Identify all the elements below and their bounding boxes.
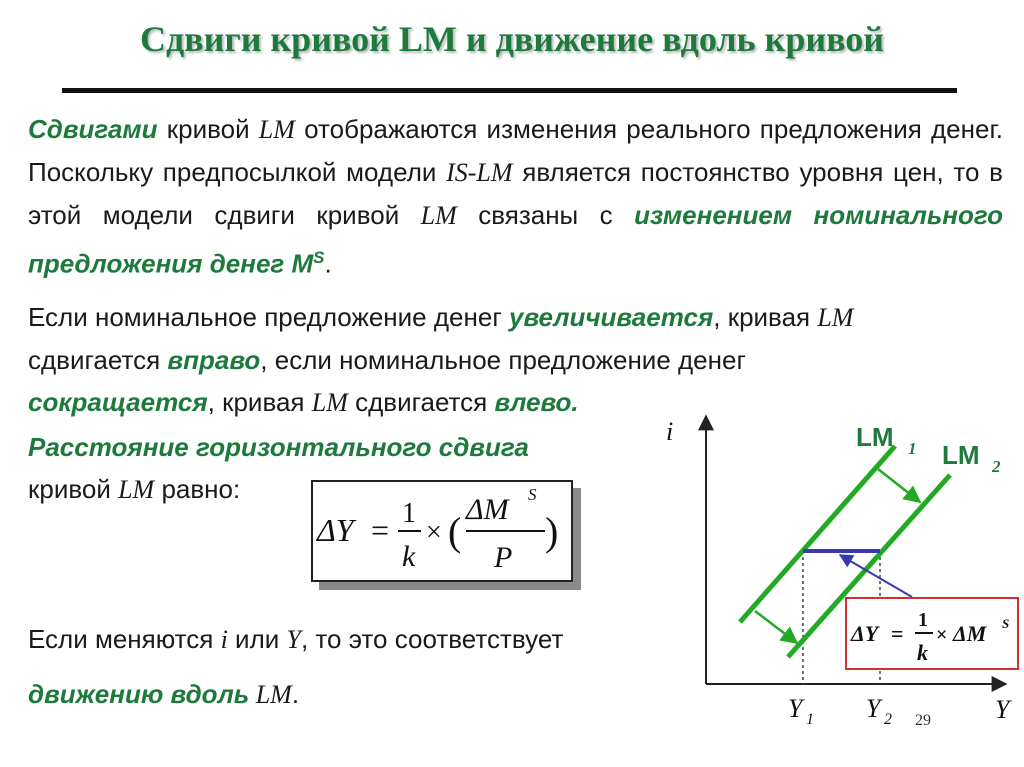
text: , кривая — [713, 302, 818, 332]
term-distance: Расстояние горизонтального сдвига — [28, 432, 529, 462]
text-lm: LM — [249, 680, 292, 709]
lm1-label: LM — [856, 422, 894, 452]
text-lm: LM — [118, 475, 155, 504]
formula-small-num: 1 — [918, 609, 928, 631]
text: кривой — [28, 474, 119, 504]
text: сдвигается — [347, 387, 495, 417]
term-ms-sup: S — [313, 248, 325, 267]
x-axis-label: Y — [995, 695, 1010, 724]
text-lm: LM — [258, 115, 295, 144]
lm1-curve — [740, 446, 895, 622]
formula-num: 1 — [402, 498, 416, 529]
y1-sub: 1 — [806, 711, 814, 728]
term-nominal-change: изменением номинального предложения денег — [28, 200, 1003, 279]
term-increases: увеличивается — [509, 302, 714, 332]
text-is-lm: IS-LM — [446, 158, 513, 187]
formula-lparen: ( — [448, 509, 462, 554]
formula-small-sup: S — [1002, 616, 1010, 631]
formula-rparen: ) — [545, 509, 559, 554]
text: сдвигается — [28, 345, 168, 375]
formula-small-den: k — [917, 640, 928, 665]
text: равно: — [154, 474, 241, 504]
page-number: 29 — [915, 712, 931, 729]
y-axis-label: i — [666, 417, 674, 446]
y2-sub: 2 — [884, 711, 892, 728]
term-movement: движению вдоль — [28, 679, 250, 709]
slide-title: Сдвиги кривой LM и движение вдоль кривой — [139, 19, 885, 59]
formula-delta-y — [315, 485, 558, 574]
lm1-sub: 1 — [908, 439, 917, 458]
text: , то это соответствует — [300, 624, 564, 654]
formula-small-eq: = — [891, 621, 904, 646]
formula-eq: = — [371, 512, 390, 548]
y2-label: Y — [866, 694, 881, 723]
formula-small-dm: ΔM — [953, 621, 987, 646]
text: , кривая — [207, 387, 312, 417]
text-lm: LM — [311, 388, 348, 417]
text: Если меняются — [28, 624, 221, 654]
formula-dy: ΔY — [317, 512, 354, 548]
formula-times: × — [426, 517, 442, 548]
text: , если номинальное предложение денег — [260, 345, 746, 375]
text: связаны с — [456, 200, 635, 230]
lm2-sub: 2 — [992, 457, 1001, 476]
text: отображаются изменения реального предложения денег. Поскольку предпосылкой модели — [28, 114, 1003, 187]
text: является постоянство уровня цен, то в этой модели сдвиги кривой — [28, 157, 1003, 230]
text: кривой — [157, 114, 259, 144]
formula-dm: ΔM — [466, 493, 509, 526]
formula-p: P — [494, 541, 513, 574]
shift-arrow-lower — [755, 611, 797, 643]
formula-den: k — [402, 540, 416, 573]
text-lm: LM — [817, 303, 854, 332]
var-i: i — [220, 625, 228, 654]
y1-label: Y — [788, 694, 803, 723]
text-lm: LM — [420, 201, 457, 230]
formula-small-dy: ΔY — [851, 621, 879, 646]
lm2-label: LM — [942, 440, 980, 470]
text: Если номинальное предложение денег — [28, 302, 510, 332]
term-ms: M — [284, 248, 314, 279]
term-left: влево. — [494, 387, 579, 417]
term-shifts: Сдвигами — [28, 114, 158, 144]
term-decreases: сокращается — [28, 387, 208, 417]
formula-small-times: × — [936, 624, 948, 646]
shift-arrow-upper — [878, 469, 920, 502]
text: или — [227, 624, 287, 654]
text: . — [291, 679, 300, 709]
term-right: вправо — [167, 345, 261, 375]
var-y: Y — [286, 625, 301, 654]
formula-sup: S — [528, 485, 537, 504]
text: . — [324, 248, 332, 279]
